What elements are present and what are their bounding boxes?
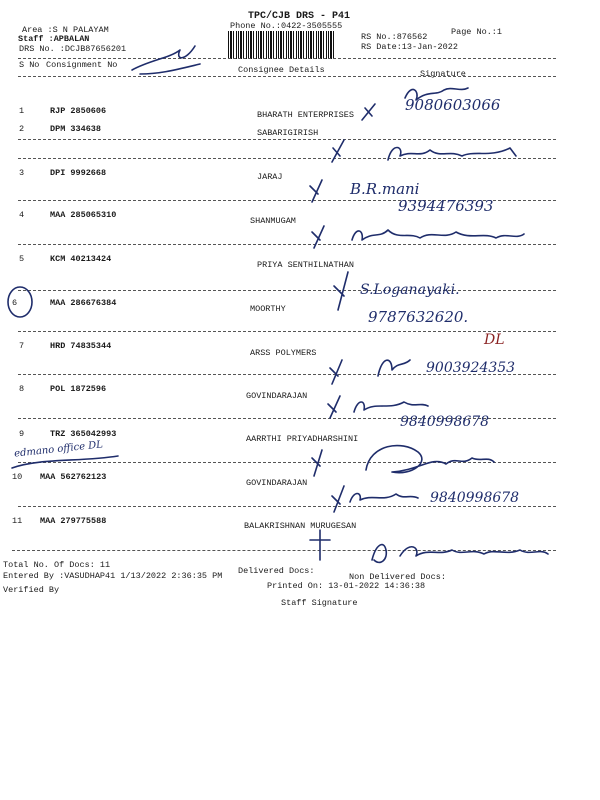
row-consignment: MAA 286676384 [50,298,117,308]
row-consignment: DPM 334638 [50,124,102,134]
row-consignee: MOORTHY [250,304,286,314]
row-consignment: MAA 279775588 [40,516,107,526]
handwritten-name-row5: S.Loganayaki. [360,282,460,298]
row-consignee: BHARATH ENTERPRISES [257,110,354,120]
row-consignment: RJP 2850606 [50,106,107,116]
row-consignee: JARAJ [257,172,283,182]
row-consignment: MAA 285065310 [50,210,117,220]
col-consignee: Consignee Details [238,65,325,75]
staff-signature-label: Staff Signature [281,598,358,608]
handwritten-phone-row5: 9787632620. [368,308,469,326]
area-label: Area :S N PALAYAM [22,25,109,35]
staff-label: Staff :APBALAN [18,34,90,44]
page-number: Page No.:1 [451,27,503,37]
handwritten-phone-row10: 9840998678 [430,490,520,506]
signature-row10 [350,494,418,503]
handwritten-phone-row3: 9394476393 [398,197,494,215]
tick-mark [334,272,348,310]
row-consignee: AARRTHI PRIYADHARSHINI [246,434,359,444]
header-divider-top [18,58,556,59]
signature-row4 [352,230,524,240]
rs-number: RS No.:876562 [361,32,428,42]
col-sno: S No [19,60,40,70]
handwritten-mark-row5: DL [484,332,505,348]
non-delivered-docs: Non Delivered Docs: [349,572,446,582]
entered-by: Entered By :VASUDHAP41 1/13/2022 2:36:35 PM [3,571,223,581]
row-divider [12,550,556,551]
col-signature: Signature [420,69,466,79]
row-consignment: TRZ 365042993 [50,429,117,439]
row-divider [18,331,556,332]
row-divider [18,139,556,140]
row-sno: 5 [19,254,25,264]
tick-mark [332,486,344,512]
row-sno: 7 [19,341,25,351]
verified-by: Verified By [3,585,60,595]
row-sno: 8 [19,384,25,394]
drs-number: DRS No. :DCJB87656201 [19,44,127,54]
tick-mark [312,450,322,476]
row-divider [18,506,556,507]
staff-signature-scribble [132,46,200,74]
handwritten-phone-row8: 9840998678 [400,414,490,430]
signature-row8 [354,402,428,412]
tick-mark [330,360,342,384]
printed-on: Printed On: 13-01-2022 14:36:38 [267,581,426,591]
handwritten-note-row9: edmano office DL [13,439,104,460]
barcode [228,31,336,59]
row-consignee: SHANMUGAM [250,216,296,226]
tick-mark [328,396,340,418]
header-divider-bottom [18,76,556,77]
signature-row9 [366,446,494,473]
row-consignment: MAA 562762123 [40,472,107,482]
handwritten-name-row3: B.R.mani [350,180,420,198]
delivered-docs: Delivered Docs: [238,566,315,576]
row-consignee: SABARIGIRISH [257,128,319,138]
row-divider [18,244,556,245]
row-sno: 3 [19,168,25,178]
phone-number: Phone No.:0422-3505555 [230,21,343,31]
row-consignment: POL 1872596 [50,384,107,394]
col-consignment: Consignment No [46,60,118,70]
handwritten-phone-row1: 9080603066 [405,96,501,114]
row-consignee: GOVINDARAJAN [246,478,308,488]
row-consignee: GOVINDARAJAN [246,391,308,401]
cross-mark [310,530,330,560]
row-sno: 6 [12,298,18,308]
row-sno: 10 [12,472,23,482]
tick-mark [310,180,322,202]
total-docs: Total No. Of Docs: 11 [3,560,111,570]
row-sno: 4 [19,210,25,220]
row-consignment: HRD 74835344 [50,341,112,351]
row-divider [18,462,556,463]
row-consignment: KCM 40213424 [50,254,112,264]
rs-date: RS Date:13-Jan-2022 [361,42,458,52]
signature-row11 [372,545,548,563]
row-divider [18,158,556,159]
row-sno: 2 [19,124,25,134]
row-consignee: BALAKRISHNAN MURUGESAN [244,521,357,531]
row-sno: 1 [19,106,25,116]
row-divider [18,290,556,291]
document-title: TPC/CJB DRS - P41 [248,11,351,22]
handwritten-phone-row7: 9003924353 [426,360,516,376]
row-sno: 11 [12,516,23,526]
row-consignee: ARSS POLYMERS [250,348,317,358]
row-consignee: PRIYA SENTHILNATHAN [257,260,354,270]
row-consignment: DPI 9992668 [50,168,107,178]
tick-mark [362,104,375,120]
row-sno: 9 [19,429,25,439]
